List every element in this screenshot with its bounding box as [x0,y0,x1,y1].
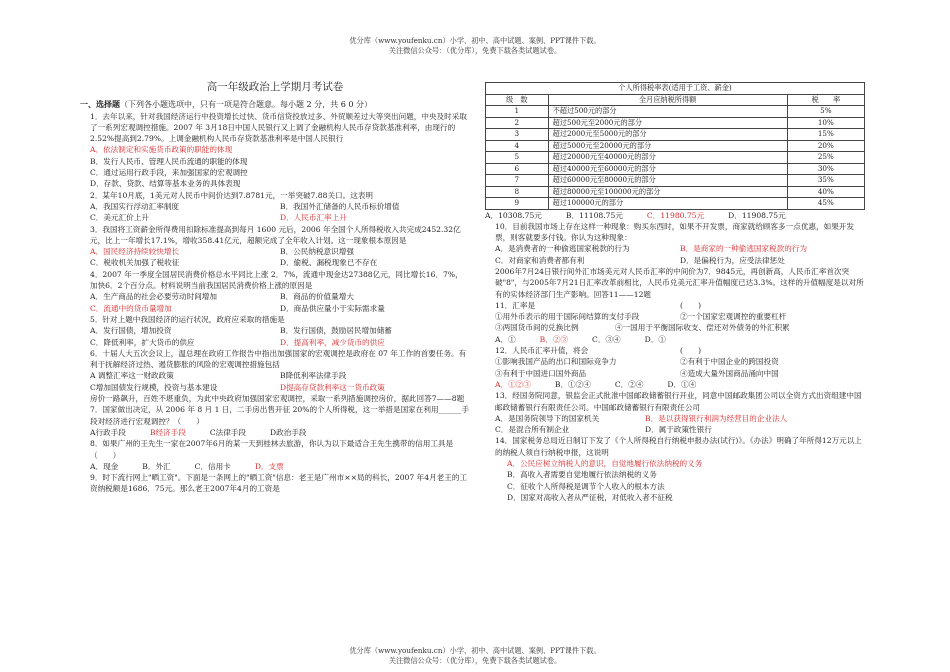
q3-option-a: A．国民经济持续较快增长 [90,247,180,257]
q11-option-c: C．③④ [592,334,621,344]
q4-stem: 4．2007 年一季度全国居民消费价格总水平同比上涨 2．7%，流通中现金达27388亿元，同比增长16．7%，加快6．2个百分点。材料说明当前我国居民消费价格上涨的原因是 [90,269,463,291]
q7-option-c: C法律手段 [209,427,247,437]
header-line-2: 关注微信公众号：（优分库），免费下载各类试题试卷。 [388,46,562,55]
table-cell: 45% [787,198,864,210]
q13-option-d: D．属于政策性银行 [645,425,712,435]
table-cell: 40% [787,186,864,198]
q4-option-b: B．商品的价值量增大 [280,292,354,302]
q10-option-c: C．对商家和消费者都有利 [495,255,585,265]
table-row [486,152,865,164]
q6-option-d: D提高存贷款利率这一货币政策 [280,382,385,392]
q13-options-row1 [485,413,865,424]
q3-options-row1 [80,246,470,257]
q13-option-a: A．是国务院领导下的国家机关 [495,413,600,423]
table-row [486,175,865,187]
q6-option-c: C增加国债发行规模，投资与基本建设 [90,382,218,392]
q11-options [485,334,865,345]
q8-option-c: C．信用卡 [194,461,231,471]
q7-option-b: B经济手段 [149,427,186,437]
table-cell: 35% [787,175,864,187]
q7-option-a: A行政手段 [90,427,126,437]
q9-option-a: A．10308.75元 [485,210,542,220]
q4-options-row1 [80,291,470,302]
table-cell: 1 [486,106,549,118]
q10-options-row1 [485,243,865,254]
table-row [486,106,865,118]
table-cell: 15% [787,129,864,141]
q6-stem: 6．十届人大五次会议上，温总理在政府工作报告中指出加强国家的宏观调控是政府在 07 年工作的首要任务。有利于抚解经济过热、遏货膨胀的风险的宏观调控措施包括 [90,348,467,370]
q12-options [485,379,865,390]
q7-stem: 7．国家做出决定，从 2006 年 8 月 1 日，二手房出售开征 20%的个人所得税，这一举措是国家在利用______手段对经济进行宏观调控？（ ） [90,405,469,426]
q1-stem: 1．去年以来，针对我国经济运行中投资增长过快、货币信贷投放过多、外贸顺差过大等突出问题，中央及时采取了一系列宏观调控措施。2007 年 3月18日中国人民银行又上调了金融机构人民币存贷款基准利率，由现行的 2.52%提高到2.79%。上调金融机构人民币存贷款基准利率是中国人民银行 [90,111,467,144]
footer-line-1: 优分库（www.youfenku.cn）小学、初中、高中试题、案例、PPT课件下载。 [349,646,601,655]
table-cell: 7 [486,175,549,187]
q6-option-b: B降低利率法律手段 [280,371,347,381]
footer-line-2: 关注微信公众号：（优分库），免费下载各类试题试卷。 [388,656,562,665]
q5-option-a: A．发行国债，增加投资 [90,326,172,336]
q8-options [80,461,470,472]
q2-option-a: A．我国实行浮动汇率制度 [90,201,180,211]
tax-rate-table [485,82,865,210]
table-cell: 4 [486,140,549,152]
q11-stem-row [485,300,865,311]
q1-option-b: B．发行人民币、管理人民币流通的职能的体现 [90,156,248,166]
q12-item-2: ②有利于中国企业的跨国投资 [680,357,779,367]
q6-option-a: A 调整汇率这一财政政策 [90,371,174,381]
q12-item-3: ③有利于中国进口国外商品 [495,368,587,378]
table-cell: 超过60000元至80000元的部分 [548,175,787,187]
table-row [486,163,865,175]
q7-options [80,427,470,438]
q5-option-c: C．降低利率，扩大货币的供应 [90,337,195,347]
header-line-1: 优分库（www.youfenku.cn）小学、初中、高中试题、案例、PPT课件下载。 [349,36,601,45]
q4-option-d: D．商品供应量小于实际需求量 [280,303,385,313]
q13-options-row2 [485,424,865,435]
q7-option-d: D政治手段 [270,427,307,437]
table-cell: 9 [486,198,549,210]
q11-option-b: B．②③ [539,334,569,344]
q12-option-a: A．①②③ [495,379,531,389]
page-footer [0,646,950,666]
q8-option-d: D．支票 [254,461,284,471]
table-cell: 超过40000元至60000元的部分 [548,163,787,175]
q3-options-row2 [80,257,470,268]
q9-option-d: D．11908.75元 [728,210,786,220]
q5-option-b: B．发行国债，鼓励居民增加储蓄 [280,326,392,336]
q11-answer-paren: ( ) [680,300,702,310]
tax-table-header: 全月应纳税所得额 [548,94,787,106]
q10-option-d: D．是偏税行为，应受法律惩处 [680,255,785,265]
table-cell: 6 [486,163,549,175]
q11-options-row1 [485,311,865,322]
table-cell: 5% [787,106,864,118]
q5-options-row1 [80,325,470,336]
q5-options-row2 [80,337,470,348]
table-cell: 超过500元至2000元的部分 [548,117,787,129]
table-cell: 超过2000元至5000元的部分 [548,129,787,141]
q12-option-c: C．②④ [614,379,644,389]
table-cell: 25% [787,152,864,164]
q2-options-row2 [80,212,470,223]
q7-intro: 房价一路飙升，百姓不堪重负，为此中央政府加强国家宏观调控，采取一系列措施调控房价，据此回答7——8题 [90,394,465,404]
exchange-rate-passage: 2006年7月24日银行间外汇市场美元对人民币汇率的中间价为7．9845元，再创新高，人民币汇率首次突破"8"，与2005年7月21日汇率改革前相比，人民币兑美元汇率升值幅度已达3.3%。这样的升值幅度是以对所有的实体经济部门生产影响。回答11——12题 [495,266,864,299]
table-cell: 超过20000元至40000元的部分 [548,152,787,164]
q12-options-row1 [485,356,865,367]
q14-stem: 14．国家税务总局近日制订下发了《个人所得税自行纳税申报办法(试行)》。《办法》明确了年所得12万元以上的纳税人须自行纳税申报，这说明 [495,436,862,457]
q11-option-a: A．① [495,334,516,344]
q12-stem-row [485,345,865,356]
q11-item-4: ④一国用于平衡国际收支、偿还对外债务的外汇积累 [615,323,790,333]
q3-stem: 3．我国将工资薪金所得费用扣除标准提高到每月 1600 元后，2006 年全国个人所得税收入共完成2452.32亿元，比上一年增长17.1%，增收358.41亿元，超额完成了全年收入计划。这一现象根本原因是 [90,224,461,245]
table-cell: 2 [486,117,549,129]
q1-option-d: D．存款、贷款、结算等基本业务的具体表现 [90,179,241,189]
q4-option-c: C．流通中的货币量增加 [90,303,172,313]
q13-option-b: B．是以获得银行利润为经营目的企业法人 [645,413,788,423]
q13-option-c: C．是混合所有制企业 [495,425,570,435]
q12-stem: 12．人民币汇率升值，将会 [495,346,589,356]
page-header [0,36,950,56]
q14-option-c: C．征收个人所得税是调节个人收入的根本方法 [507,481,665,491]
table-row [486,117,865,129]
left-column [80,82,470,495]
q11-item-1: ①用外币表示的用于国际间结算的支付手段 [495,312,640,322]
section-heading [80,99,470,110]
section-label: 一、选择题 [80,99,120,110]
q9-option-b: B．11108.75元 [565,210,623,220]
q3-option-c: C．税收机关加强了税收征 [90,258,180,268]
q12-option-d: D．①④ [667,379,697,389]
q10-stem: 10．目前我国市场上存在这样一种现象：购买东西时，如果不开发票，商家就给顾客多一点优惠，如果开发票，则客就要多付钱。你认为这种现象： [495,221,854,243]
q2-option-c: C．美元汇价上升 [90,213,149,223]
q9-options [485,210,865,221]
q8-stem: 8．如果广州的王先生一家在2007年6月的某一天到桂林去旅游，你认为以下最适合王先生携带的信用工具是（ ） [90,439,454,460]
q9-stem: 9．时下流行网上"晒工资"。下面是一条网上的"晒工资"信息：老王是广州市××局的科长，2007 年4月老王的工资纳税额是1686．75元。那么老王2007年4月的工资是 [90,473,468,494]
q2-option-b: B．我国外汇储备的人民币标价增值 [280,201,400,211]
q6-options-row1 [80,370,470,381]
q14-option-b: B．高收入者需要自觉地履行依法纳税的义务 [507,470,657,480]
q12-option-b: B．①②④ [554,379,591,389]
table-cell: 8 [486,186,549,198]
table-cell: 10% [787,117,864,129]
tax-table-caption-row [486,83,865,95]
table-cell: 超过100000元的部分 [548,198,787,210]
q13-stem: 13．经国务院同意，银监会正式批准中国邮政储蓄银行开业，同意中国邮政集团公司以全资方式出资组建中国邮政储蓄银行有限责任公司。中国邮政储蓄银行有限责任公司 [495,391,862,412]
q2-option-d: D．人民币汇率上升 [280,213,347,223]
q10-options-row2 [485,255,865,266]
q11-option-d: D．① [644,334,666,344]
q11-stem: 11．汇率是 [495,300,536,310]
q4-options-row2 [80,303,470,314]
table-row [486,198,865,210]
q1-option-c: C．通过运用行政手段，来加强国家的宏观调控 [90,168,248,178]
table-cell: 不超过500元的部分 [548,106,787,118]
q1-option-a: A．依法制定和实施货币政策的职能的体现 [90,145,233,155]
table-cell: 3 [486,129,549,141]
table-row [486,129,865,141]
tax-table-header: 税 率 [787,94,864,106]
q12-item-4: ④造成大量外国商品涌向中国 [680,368,779,378]
q3-option-d: D．偷税、漏税现象已不存在 [280,258,378,268]
q2-stem: 2．某年10月底，1美元对人民币中间价达到7.8781元，一举突破7.88关口。这表明 [90,190,374,200]
table-cell: 超过80000元至100000元的部分 [548,186,787,198]
q2-options-row1 [80,201,470,212]
table-row [486,186,865,198]
q3-option-b: B．公民纳税意识增强 [280,247,354,257]
table-cell: 20% [787,140,864,152]
q12-options-row2 [485,368,865,379]
q11-item-3: ③两国货币间的兑换比例 [495,323,579,333]
table-row [486,140,865,152]
q4-option-a: A．生产商品的社会必要劳动时间增加 [90,292,217,302]
section-note: （下列各小题选项中，只有一项是符合题意。每小题 2 分，共 6 0 分） [120,100,372,110]
q10-option-b: B．是商家的一种偷逃国家税款的行为 [680,244,808,254]
q8-option-b: B．外汇 [142,461,171,471]
q5-option-d: D．提高利率，减少货币的供应 [280,337,385,347]
q12-answer-paren: ( ) [680,346,702,356]
tax-table-header-row [486,94,865,106]
tax-table-caption: 个人所得税率表(适用于工资、薪金) [486,83,865,95]
q11-item-2: ②一个国家宏观调控的重要杠杆 [680,312,787,322]
tax-table-header: 级 数 [486,94,549,106]
q14-option-d: D．国家对高收入者从严征税，对低收入者不征税 [507,492,673,502]
q11-options-row2 [485,322,865,333]
q9-option-c: C．11980.75元 [646,210,705,220]
table-cell: 超过5000元至20000元的部分 [548,140,787,152]
q14-option-a: A．公民应树立纳税人的意识，自觉地履行依法纳税的义务 [507,459,703,469]
q5-stem: 5．针对上题中我国经济的运行状况，政府应采取的措施是 [90,314,285,324]
q12-item-1: ①影响我国产品的出口和国际竞争力 [495,357,617,367]
doc-title: 高一年级政治上学期月考试卷 [206,81,344,93]
q8-option-a: A．现金 [90,461,119,471]
table-cell: 5 [486,152,549,164]
q6-options-row2 [80,382,470,393]
q10-option-a: A．是消费者的一种偷逃国家税款的行为 [495,244,630,254]
right-column [485,82,865,503]
table-cell: 30% [787,163,864,175]
